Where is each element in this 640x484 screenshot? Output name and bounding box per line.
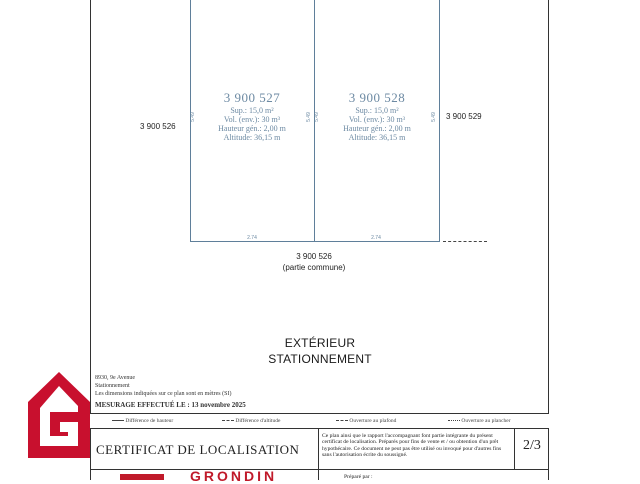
dashed-extension (443, 241, 487, 242)
sheet-number: 2/3 (523, 438, 541, 453)
lot-527-hauteur: Hauteur gén.: 2,00 m (218, 124, 286, 133)
legend-item-hauteur (112, 418, 173, 424)
legend-label-plancher: Ouverture au plancher (461, 418, 511, 424)
lot-528-dim-bottom: 2.74 (371, 235, 381, 241)
legend-label-hauteur: Différence de hauteur (125, 418, 174, 424)
lot-527-info (200, 90, 304, 142)
lot-527-sup: Sup.: 15,0 m² (230, 106, 274, 115)
prepared-by: Préparé par : (344, 474, 373, 480)
note-address: 8930, 9e Avenue (95, 375, 136, 381)
lot-528-sup: Sup.: 15,0 m² (355, 106, 399, 115)
section-exterieur: EXTÉRIEUR (284, 336, 356, 350)
legend-top-border (90, 413, 548, 414)
legend-item-plancher (448, 418, 511, 424)
neighbour-bottom-label: 3 900 526 (296, 252, 332, 261)
lot-528-hauteur: Hauteur gén.: 2,00 m (343, 124, 411, 133)
legend-swatch-plafond (336, 420, 348, 421)
lot-527-altitude: Altitude: 36,15 m (223, 133, 281, 142)
table-top-border (90, 428, 548, 429)
lot-bottom-line (190, 241, 440, 242)
legend-swatch-plancher (448, 420, 460, 421)
drawing-frame-left (90, 0, 91, 414)
table-left-border (90, 428, 91, 480)
legend-item-altitude (222, 418, 280, 424)
note-mesurage: MESURAGE EFFECTUÉ LE : 13 novembre 2025 (95, 401, 246, 409)
table-sheet-divider (514, 428, 515, 470)
lot-527-dim-right: 5.49 (306, 112, 312, 122)
lot-527-vol: Vol. (env.): 30 m³ (223, 115, 281, 124)
certificate-title: CERTIFICAT DE LOCALISATION (96, 442, 300, 457)
legend-swatch-altitude (222, 420, 234, 421)
note-line2: Stationnement (95, 383, 130, 389)
lot-528-vol: Vol. (env.): 30 m³ (348, 115, 406, 124)
brand-name: GRONDIN (190, 468, 278, 484)
lot-528-info (325, 90, 429, 142)
lot-528-dim-right: 5.49 (431, 112, 437, 122)
table-row-divider (90, 469, 548, 470)
drawing-frame-right (548, 0, 549, 414)
legend-label-plafond: Ouverture au plafond (349, 418, 397, 424)
legend-item-plafond (336, 418, 396, 424)
section-stationnement: STATIONNEMENT (268, 352, 372, 366)
house-logo-icon (28, 372, 90, 458)
neighbour-bottom-note: (partie commune) (282, 263, 346, 272)
lot-527-dim-left: 5.49 (190, 112, 196, 122)
lot-527-dim-bottom: 2.74 (247, 235, 257, 241)
table-right-border (548, 428, 549, 480)
lot-528-right-line (439, 0, 440, 242)
legend-swatch-hauteur (112, 420, 124, 421)
lot-528-number: 3 900 528 (348, 90, 406, 105)
lot-528-dim-left: 5.49 (314, 112, 320, 122)
neighbour-right-label: 3 900 529 (446, 112, 482, 121)
lot-528-altitude: Altitude: 36,15 m (348, 133, 406, 142)
neighbour-left-label: 3 900 526 (140, 122, 176, 131)
table-col-divider (318, 428, 319, 480)
note-dimensions: Les dimensions indiquées sur ce plan sont en mètres (SI) (95, 391, 232, 397)
legend-label-altitude: Différence d'altitude (235, 418, 281, 424)
brand-bar (120, 474, 164, 480)
certificate-note: Ce plan ainsi que le rapport l'accompagnant font partie intégrante du présent certificat de localisation. Préparés pour fins de vente et / ou obtention d'un prêt hypothécaire. Ce document ne peut pas être utilisé ou invoqué pour d'autres fins sans l'autorisation écrite du soussigné. (322, 433, 502, 459)
lot-527-number: 3 900 527 (223, 90, 281, 105)
